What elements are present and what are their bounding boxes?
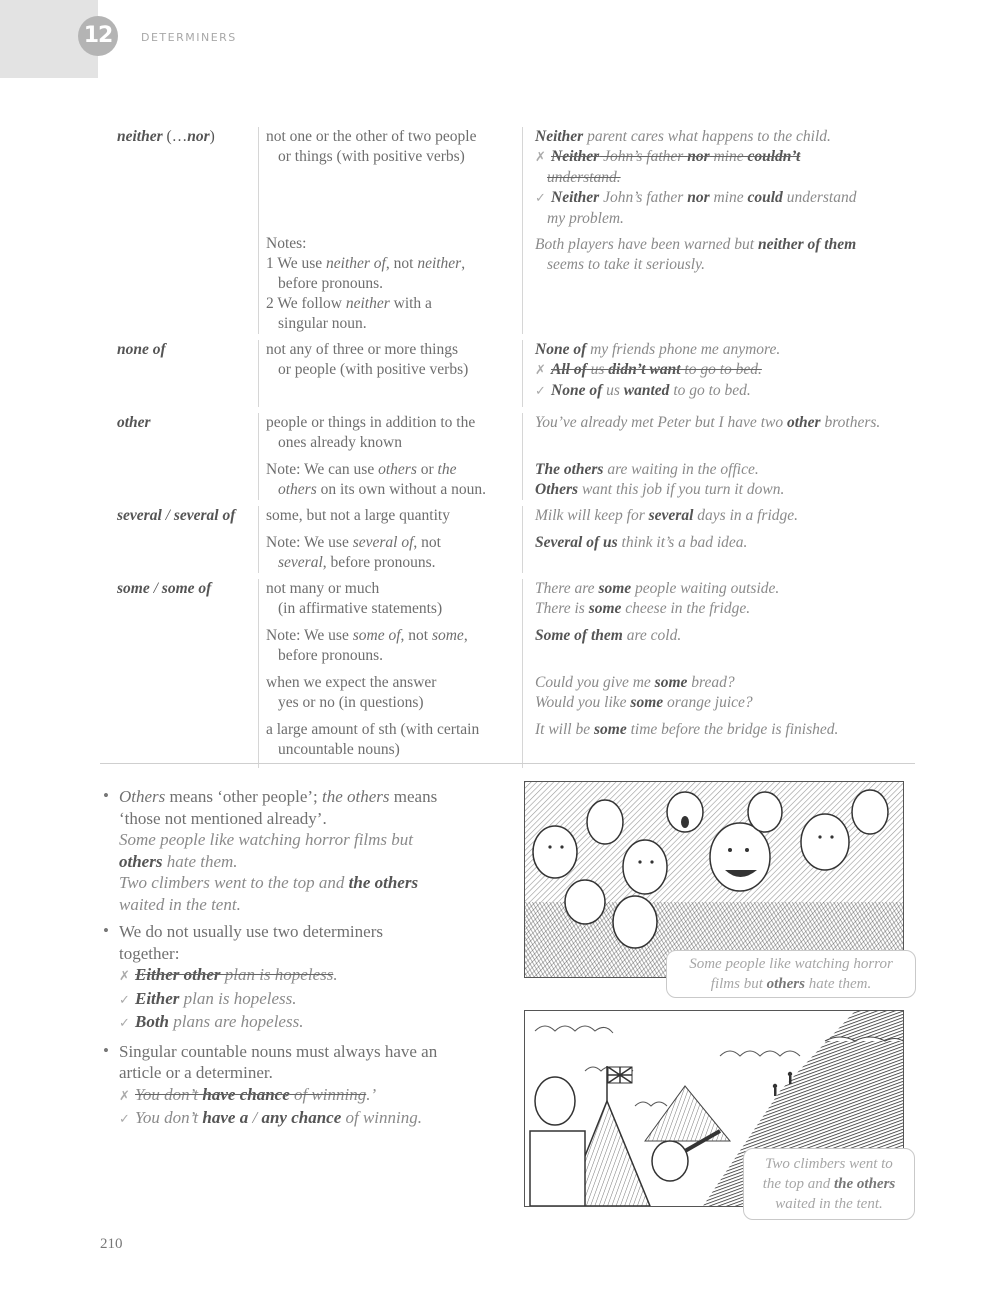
notes-title: Notes: xyxy=(266,235,307,252)
meaning-cell xyxy=(258,506,523,573)
cinema-caption: Some people like watching horror films but others hate them. xyxy=(666,950,916,998)
example-line: There is some cheese in the fridge. xyxy=(535,600,751,617)
usage-notes xyxy=(100,786,510,1131)
note-line: before pronouns. xyxy=(278,647,384,664)
meaning-line: (in affirmative statements) xyxy=(278,600,443,617)
check-icon: ✓ xyxy=(535,384,546,399)
term: some of xyxy=(161,580,212,597)
table-row-other xyxy=(100,407,915,500)
bullet-icon: • xyxy=(103,921,109,940)
example-right-cont: my problem. xyxy=(547,210,624,227)
check-icon: ✓ xyxy=(119,992,130,1008)
meaning-cell xyxy=(258,579,523,768)
cross-icon: ✗ xyxy=(119,1088,130,1104)
term: none of xyxy=(117,341,166,358)
meaning-line: uncountable nouns) xyxy=(278,741,400,758)
example-line: It will be some time before the bridge is finished. xyxy=(535,721,839,738)
example-wrong-cont: understand. xyxy=(547,169,621,186)
term-part: ) xyxy=(209,128,215,145)
note-item: • Singular countable nouns must always have an article or a determiner. ✗ You don’t have chance of winning.’ ✓ You don’t have a / any chance of winning. xyxy=(100,1041,510,1131)
example-right: ✓ None of us wanted to go to bed. xyxy=(535,381,915,402)
example-cell xyxy=(523,579,915,768)
meaning-cell xyxy=(258,127,523,334)
meaning-line: not many or much xyxy=(266,580,380,597)
table-row-several xyxy=(100,500,915,573)
note-line: 2 We follow neither with a xyxy=(266,295,432,312)
chapter-number-badge: 12 xyxy=(78,16,118,56)
term: several xyxy=(117,507,162,524)
example-cell xyxy=(523,127,915,334)
example-line: Some of them are cold. xyxy=(535,627,682,644)
cinema-illustration xyxy=(524,781,904,978)
example-line: seems to take it seriously. xyxy=(547,256,705,273)
term-separator: / xyxy=(161,507,174,524)
table-row-some xyxy=(100,573,915,768)
check-icon: ✓ xyxy=(535,191,546,206)
example-line: Both players have been warned but neither of them xyxy=(535,236,857,253)
note-line: Note: We use some of, not some, xyxy=(266,627,468,644)
note-line: others on its own without a noun. xyxy=(278,481,486,498)
example-cell xyxy=(523,340,915,407)
mountain-caption: Two climbers went to the top and the others waited in the tent. xyxy=(743,1148,915,1220)
chapter-title: DETERMINERS xyxy=(141,31,237,44)
example-line: None of my friends phone me anymore. xyxy=(535,341,781,358)
term-cell xyxy=(100,506,258,573)
check-icon: ✓ xyxy=(119,1016,130,1031)
meaning-line: yes or no (in questions) xyxy=(278,694,424,711)
example-line: Could you give me some bread? xyxy=(535,674,735,691)
term: other xyxy=(117,414,151,431)
example-wrong: ✗ All of us didn’t want to go to bed. xyxy=(535,360,915,381)
meaning-line: not any of three or more things xyxy=(266,341,458,358)
note-line: Note: We use several of, not xyxy=(266,534,441,551)
note-line: several, before pronouns. xyxy=(278,554,436,571)
example-line: Others want this job if you turn it down. xyxy=(535,481,785,498)
example-wrong: ✗ Neither John’s father nor mine couldn’t xyxy=(535,147,915,168)
meaning-cell xyxy=(258,340,523,407)
example-line: Neither parent cares what happens to the child. xyxy=(535,128,831,145)
meaning-line: or people (with positive verbs) xyxy=(278,361,469,378)
example-right: ✓ Neither John’s father nor mine could understand xyxy=(535,188,915,209)
term-part: nor xyxy=(187,128,210,145)
term: some xyxy=(117,580,150,597)
term: neither xyxy=(117,128,163,145)
term-cell xyxy=(100,340,258,407)
meaning-line: not one or the other of two people xyxy=(266,128,477,145)
cross-icon: ✗ xyxy=(119,969,130,984)
example-line: Milk will keep for several days in a fridge. xyxy=(535,507,799,524)
check-icon: ✓ xyxy=(119,1112,130,1127)
table-row-none-of xyxy=(100,334,915,407)
term: several of xyxy=(173,507,236,524)
example-line: There are some people waiting outside. xyxy=(535,580,780,597)
meaning-line: some, but not a large quantity xyxy=(266,507,450,524)
example-cell xyxy=(523,413,915,500)
cinema-drawing xyxy=(525,782,903,977)
determiners-table xyxy=(100,125,915,768)
meaning-line: or things (with positive verbs) xyxy=(278,148,465,165)
table-bottom-rule xyxy=(100,763,915,764)
page-number: 210 xyxy=(100,1236,123,1252)
meaning-line: people or things in addition to the xyxy=(266,414,476,431)
term-part: (… xyxy=(162,128,188,145)
example-line: The others are waiting in the office. xyxy=(535,461,759,478)
cross-icon: ✗ xyxy=(535,363,546,378)
table-row-neither xyxy=(100,125,915,334)
example-line: You’ve already met Peter but I have two other brothers. xyxy=(535,414,881,431)
meaning-line: when we expect the answer xyxy=(266,674,437,691)
example-line: Several of us think it’s a bad idea. xyxy=(535,534,748,551)
note-line: before pronouns. xyxy=(278,275,384,292)
meaning-cell xyxy=(258,413,523,500)
term-separator: / xyxy=(149,580,162,597)
bullet-icon: • xyxy=(103,786,109,805)
note-line: Note: We can use others or the xyxy=(266,461,457,478)
cross-icon: ✗ xyxy=(535,150,546,165)
term-cell xyxy=(100,127,258,334)
meaning-line: ones already known xyxy=(278,434,402,451)
example-line: Would you like some orange juice? xyxy=(535,694,753,711)
term-cell xyxy=(100,413,258,500)
note-line: 1 We use neither of, not neither, xyxy=(266,255,466,272)
meaning-line: a large amount of sth (with certain xyxy=(266,721,480,738)
example-cell xyxy=(523,506,915,573)
note-line: singular noun. xyxy=(278,315,367,332)
term-cell xyxy=(100,579,258,768)
note-item: • Others means ‘other people’; the others means ‘those not mentioned already’. Some people like watching horror films but others hate them. Two climbers went to the top and the others waited in the tent. xyxy=(103,786,438,914)
note-item: • We do not usually use two determiners together: ✗ Either other plan is hopeless. ✓ Either plan is hopeless. ✓ Both plans are hopeless. xyxy=(100,921,510,1035)
bullet-icon: • xyxy=(103,1040,109,1060)
